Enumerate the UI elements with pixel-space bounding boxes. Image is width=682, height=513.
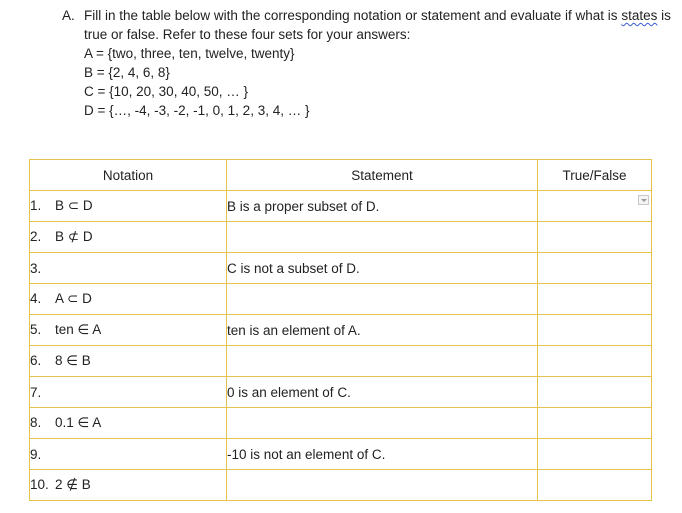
header-statement: Statement: [227, 160, 538, 191]
true-false-cell[interactable]: [538, 470, 652, 501]
true-false-cell[interactable]: [538, 439, 652, 470]
notation-value: 2 ∉ B: [55, 477, 91, 492]
statement-cell[interactable]: [227, 346, 538, 377]
notation-cell[interactable]: [30, 346, 227, 377]
set-d: D = {…, -4, -3, -2, -1, 0, 1, 2, 3, 4, … }: [84, 103, 310, 118]
notation-cell[interactable]: [30, 315, 227, 346]
notation-cell[interactable]: [30, 253, 227, 284]
header-true-false: True/False: [538, 160, 652, 191]
true-false-cell[interactable]: [538, 191, 652, 222]
statement-cell[interactable]: C is not a subset of D.: [227, 253, 538, 284]
row-number: 8.: [30, 415, 42, 430]
instruction-part2: is true or false. Refer to these four sets for your answers:: [84, 8, 671, 42]
true-false-cell[interactable]: [538, 408, 652, 439]
notation-value: ten ∈ A: [55, 322, 102, 337]
row-number: 9.: [30, 446, 42, 462]
chevron-down-icon[interactable]: [638, 195, 649, 205]
set-definitions: [84, 44, 672, 120]
true-false-cell[interactable]: [538, 377, 652, 408]
table-row: [30, 284, 652, 315]
table-row: [30, 222, 652, 253]
row-number: 2.: [30, 229, 42, 244]
header-notation: Notation: [30, 160, 227, 191]
true-false-cell[interactable]: [538, 315, 652, 346]
notation-cell[interactable]: [30, 191, 227, 222]
notation-value: 0.1 ∈ A: [55, 415, 102, 430]
row-number: 1.: [30, 198, 42, 213]
notation-cell[interactable]: [30, 284, 227, 315]
row-number: 6.: [30, 353, 42, 368]
notation-value: A ⊂ D: [55, 291, 92, 306]
answer-table: [29, 159, 652, 501]
statement-cell[interactable]: B is a proper subset of D.: [227, 191, 538, 222]
true-false-cell[interactable]: [538, 284, 652, 315]
statement-cell[interactable]: [227, 408, 538, 439]
notation-cell[interactable]: [30, 439, 227, 470]
notation-value: B ⊄ D: [55, 229, 93, 244]
item-letter: A.: [62, 8, 75, 23]
notation-cell[interactable]: [30, 377, 227, 408]
table-row: [30, 377, 652, 408]
set-c: C = {10, 20, 30, 40, 50, … }: [84, 84, 248, 99]
instruction-part1: Fill in the table below with the corresponding notation or statement and evaluate if what is: [84, 8, 622, 23]
table-row: [30, 253, 652, 284]
set-a: A = {two, three, ten, twelve, twenty}: [84, 46, 295, 61]
instructions: [62, 6, 672, 120]
statement-cell[interactable]: 0 is an element of C.: [227, 377, 538, 408]
true-false-cell[interactable]: [538, 222, 652, 253]
table-row: [30, 408, 652, 439]
true-false-cell[interactable]: [538, 346, 652, 377]
statement-cell[interactable]: -10 is not an element of C.: [227, 439, 538, 470]
true-false-cell[interactable]: [538, 253, 652, 284]
statement-cell[interactable]: [227, 470, 538, 501]
table-row: [30, 439, 652, 470]
row-number: 5.: [30, 322, 42, 337]
statement-cell[interactable]: ten is an element of A.: [227, 315, 538, 346]
notation-cell[interactable]: [30, 222, 227, 253]
set-b: B = {2, 4, 6, 8}: [84, 65, 170, 80]
header-row: [30, 160, 652, 191]
instruction-text: [84, 6, 672, 44]
row-number: 7.: [30, 384, 42, 400]
row-number: 3.: [30, 260, 42, 276]
table-row: [30, 470, 652, 501]
statement-cell[interactable]: [227, 222, 538, 253]
misspelled-word: states: [621, 8, 658, 23]
table-row: [30, 315, 652, 346]
row-number: 4.: [30, 291, 42, 306]
table-row: [30, 191, 652, 222]
row-number: 10.: [30, 477, 49, 492]
table-row: [30, 346, 652, 377]
notation-cell[interactable]: [30, 470, 227, 501]
notation-value: B ⊂ D: [55, 198, 93, 213]
notation-value: 8 ∈ B: [55, 353, 91, 368]
notation-cell[interactable]: [30, 408, 227, 439]
statement-cell[interactable]: [227, 284, 538, 315]
